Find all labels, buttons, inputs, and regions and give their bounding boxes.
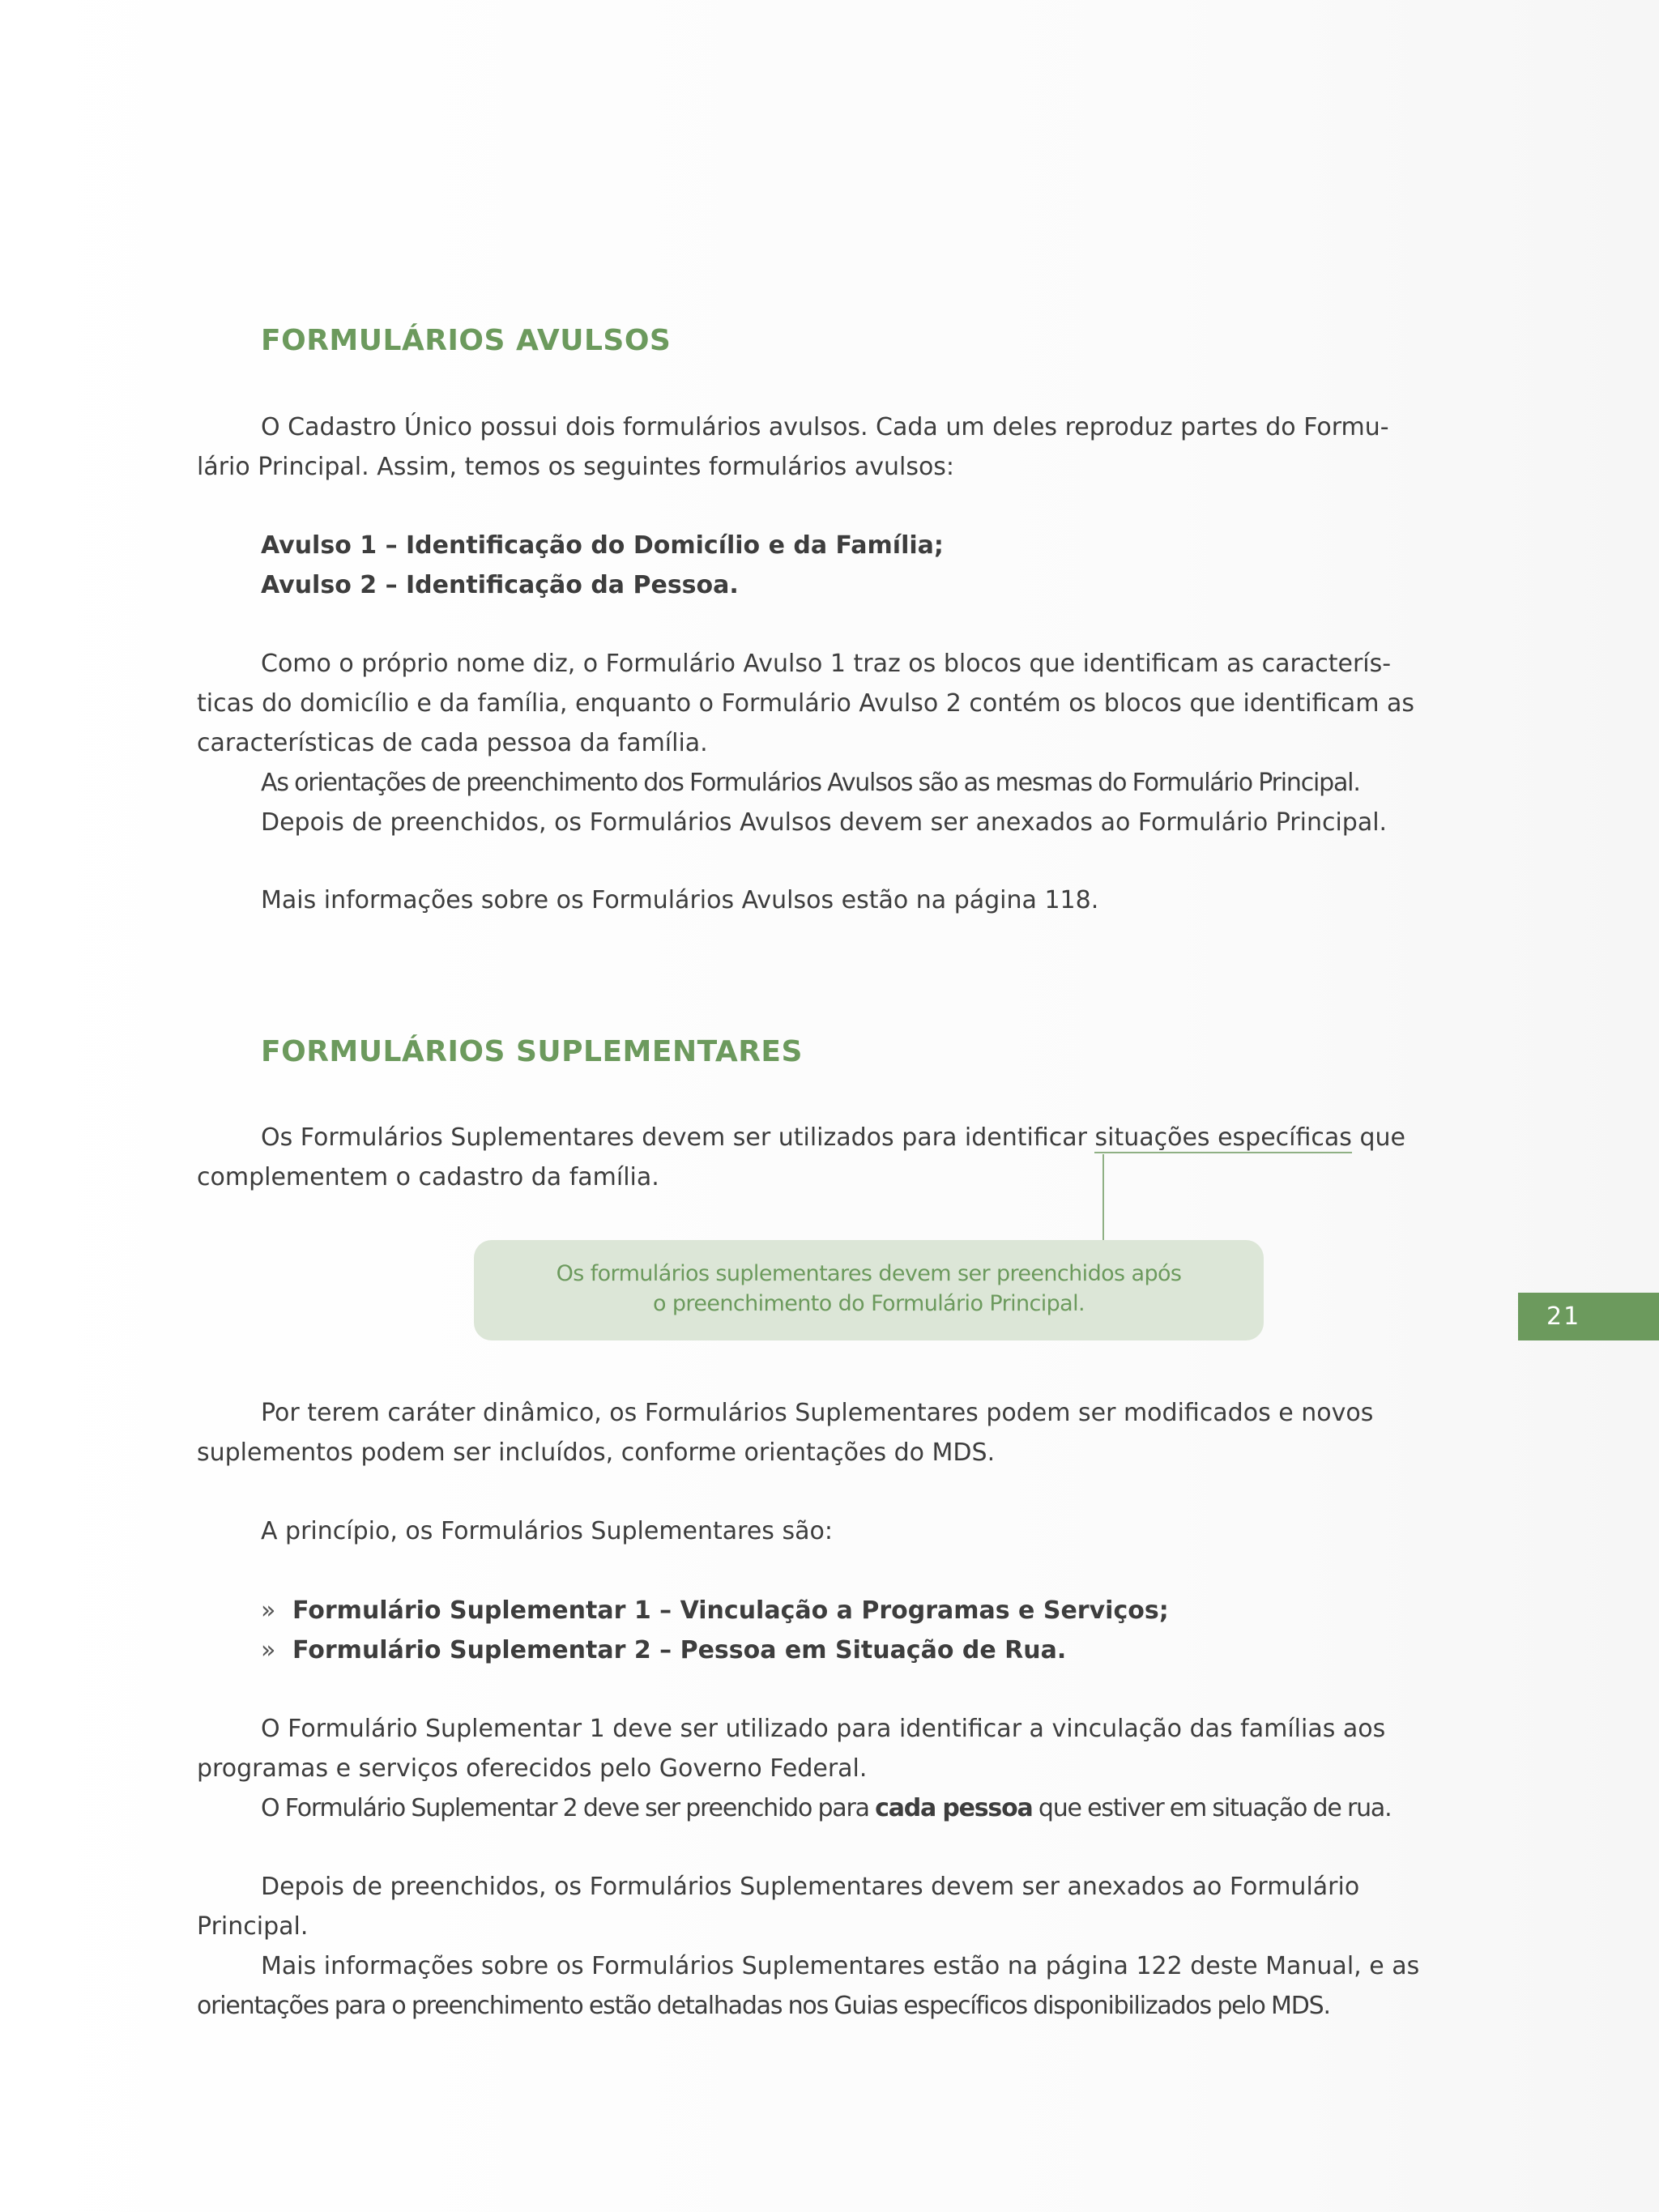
text-line: Mais informações sobre os Formulários Avulsos estão na página 118. [261, 886, 1099, 914]
list-item: » Formulário Suplementar 2 – Pessoa em Situação de Rua. [197, 1630, 1264, 1670]
text-line: complementem o cadastro da família. [197, 1163, 659, 1191]
callout-note [474, 1240, 1264, 1340]
callout-line: o preenchimento do Formulário Principal. [652, 1291, 1085, 1316]
section-title-suplementares: FORMULÁRIOS SUPLEMENTARES [261, 1035, 803, 1068]
text-line: Depois de preenchidos, os Formulários Avulsos devem ser anexados ao Formulário Principal. [261, 808, 1388, 837]
text-line: Os Formulários Suplementares devem ser utilizados para identificar situações específicas que [261, 1123, 1405, 1152]
text-line: O Formulário Suplementar 1 deve ser utilizado para identificar a vinculação das famílias aos [261, 1715, 1386, 1743]
text-line: Por terem caráter dinâmico, os Formulários Suplementares podem ser modificados e novos [261, 1399, 1374, 1427]
text-line: Mais informações sobre os Formulários Suplementares estão na página 122 deste Manual, e as [261, 1952, 1420, 1980]
bullet-icon: » [261, 1636, 276, 1664]
list-item: » Formulário Suplementar 1 – Vinculação a Programas e Serviços; [197, 1591, 1264, 1630]
suplementares-paragraph [197, 1393, 1374, 1473]
text-line: O Formulário Suplementar 2 deve ser preenchido para cada pessoa que estiver em situação de rua. [261, 1794, 1392, 1822]
suplementares-paragraph-3 [197, 1867, 1420, 2026]
section-title-avulsos: FORMULÁRIOS AVULSOS [261, 324, 672, 357]
list-item: Avulso 2 – Identificação da Pessoa. [261, 571, 739, 599]
text-line: lário Principal. Assim, temos os seguintes formulários avulsos: [197, 453, 955, 481]
text-line: orientações para o preenchimento estão detalhadas nos Guias específicos disponibilizados pelo MDS. [197, 1992, 1330, 2020]
text-line: O Cadastro Único possui dois formulários avulsos. Cada um deles reproduz partes do Formu- [261, 413, 1389, 441]
callout-line: Os formulários suplementares devem ser preenchidos após [556, 1261, 1182, 1286]
list-item: Avulso 1 – Identificação do Domicílio e da Família; [261, 531, 944, 560]
avulsos-paragraph [197, 644, 1415, 842]
bullet-icon: » [261, 1596, 276, 1625]
emphasis: cada pessoa [875, 1794, 1033, 1822]
text-line: ticas do domicílio e da família, enquanto o Formulário Avulso 2 contém os blocos que identificam as [197, 689, 1415, 718]
highlighted-term: situações específicas [1094, 1123, 1352, 1152]
avulsos-list [197, 526, 1264, 605]
text-line: características de cada pessoa da família. [197, 729, 708, 757]
text-line: suplementos podem ser incluídos, conforme orientações do MDS. [197, 1438, 996, 1467]
callout-connector [1102, 1154, 1104, 1241]
suplementares-list [197, 1591, 1264, 1670]
text-line: Como o próprio nome diz, o Formulário Avulso 1 traz os blocos que identificam as caracterís- [261, 650, 1392, 678]
text-line: Principal. [197, 1912, 309, 1941]
suplementares-list-intro [197, 1511, 1264, 1551]
text-line: programas e serviços oferecidos pelo Governo Federal. [197, 1754, 868, 1783]
text-line: A princípio, os Formulários Suplementares são: [261, 1517, 833, 1545]
text-line: Depois de preenchidos, os Formulários Suplementares devem ser anexados ao Formulário [261, 1873, 1360, 1901]
suplementares-paragraph-2 [197, 1709, 1392, 1828]
page-number: 21 [1518, 1293, 1659, 1340]
text-line: As orientações de preenchimento dos Formulários Avulsos são as mesmas do Formulário Principal. [261, 769, 1360, 797]
avulsos-more-info [197, 880, 1264, 920]
avulsos-intro [197, 407, 1389, 487]
